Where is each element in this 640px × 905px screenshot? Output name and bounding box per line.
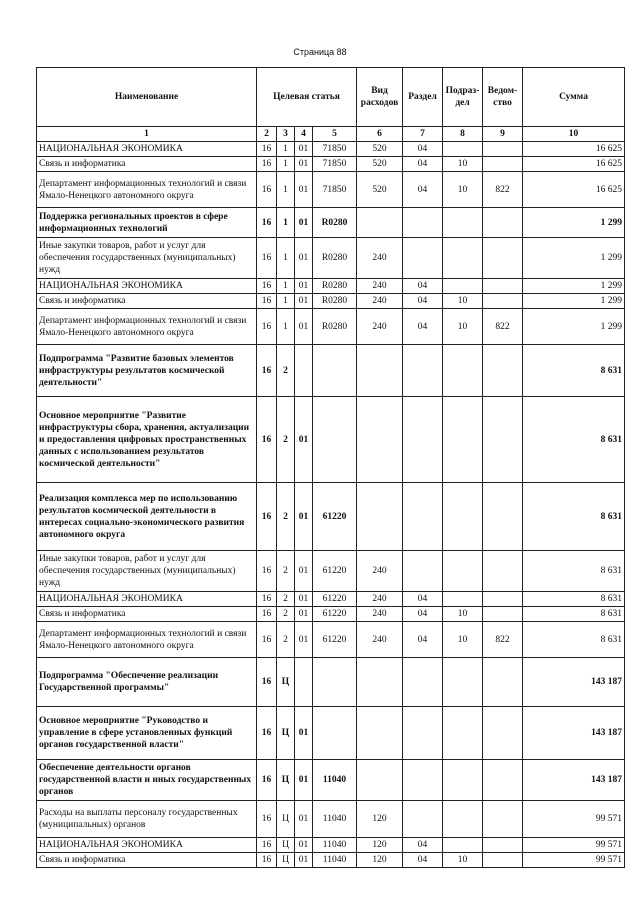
table-row [37, 838, 625, 853]
target-code-event: 01 [295, 309, 313, 345]
target-code-subprogram: 2 [277, 622, 295, 658]
column-number: 9 [483, 127, 523, 142]
table-row [37, 607, 625, 622]
target-code-subprogram: 1 [277, 279, 295, 294]
target-code-event: 01 [295, 592, 313, 607]
target-code-event: 01 [295, 238, 313, 279]
sum-cell: 1 299 [523, 208, 625, 238]
table-row [37, 592, 625, 607]
sum-cell: 8 631 [523, 397, 625, 483]
target-code-direction: R0280 [313, 309, 357, 345]
target-code-event: 01 [295, 801, 313, 838]
target-code-subprogram: Ц [277, 707, 295, 760]
header-subsection: Подраз-дел [443, 68, 483, 127]
target-code-direction: R0280 [313, 238, 357, 279]
row-name: НАЦИОНАЛЬНАЯ ЭКОНОМИКА [37, 142, 257, 157]
row-name: Подпрограмма "Развитие базовых элементов инфраструктуры результатов космической деятельности" [37, 345, 257, 397]
target-code-program: 16 [257, 238, 277, 279]
row-name: НАЦИОНАЛЬНАЯ ЭКОНОМИКА [37, 279, 257, 294]
target-code-direction: 71850 [313, 172, 357, 208]
target-code-subprogram: 2 [277, 607, 295, 622]
sum-cell: 16 625 [523, 157, 625, 172]
subsection-cell [443, 551, 483, 592]
table-row [37, 309, 625, 345]
department-cell: 822 [483, 309, 523, 345]
section-cell: 04 [403, 592, 443, 607]
row-name: Иные закупки товаров, работ и услуг для обеспечения государственных (муниципальных) нужд [37, 551, 257, 592]
sum-cell: 99 571 [523, 853, 625, 868]
section-cell: 04 [403, 309, 443, 345]
target-code-subprogram: 2 [277, 483, 295, 551]
target-code-program: 16 [257, 142, 277, 157]
target-code-event [295, 658, 313, 707]
target-code-direction: 61220 [313, 607, 357, 622]
row-name: Основное мероприятие "Руководство и управление в сфере установленных функций органов государственной власти" [37, 707, 257, 760]
table-body [37, 142, 625, 868]
row-name: Подпрограмма "Обеспечение реализации Государственной программы" [37, 658, 257, 707]
target-code-subprogram: 1 [277, 157, 295, 172]
row-name: Департамент информационных технологий и связи Ямало-Ненецкого автономного округа [37, 172, 257, 208]
target-code-subprogram: Ц [277, 853, 295, 868]
sum-cell: 8 631 [523, 551, 625, 592]
target-code-program: 16 [257, 397, 277, 483]
target-code-subprogram: 1 [277, 172, 295, 208]
expense-type-cell: 120 [357, 853, 403, 868]
expense-type-cell [357, 760, 403, 801]
expense-type-cell [357, 208, 403, 238]
subsection-cell: 10 [443, 853, 483, 868]
department-cell [483, 707, 523, 760]
target-code-direction: 11040 [313, 801, 357, 838]
section-cell: 04 [403, 142, 443, 157]
target-code-event: 01 [295, 157, 313, 172]
target-code-direction: 11040 [313, 760, 357, 801]
table-row [37, 142, 625, 157]
expense-type-cell: 240 [357, 294, 403, 309]
target-code-event: 01 [295, 397, 313, 483]
section-cell [403, 345, 443, 397]
target-code-event: 01 [295, 483, 313, 551]
table-row [37, 801, 625, 838]
sum-cell: 99 571 [523, 801, 625, 838]
table-row [37, 157, 625, 172]
expense-type-cell: 240 [357, 238, 403, 279]
target-code-program: 16 [257, 294, 277, 309]
target-code-subprogram: Ц [277, 801, 295, 838]
target-code-program: 16 [257, 853, 277, 868]
target-code-program: 16 [257, 279, 277, 294]
expense-type-cell: 240 [357, 622, 403, 658]
department-cell [483, 760, 523, 801]
department-cell [483, 607, 523, 622]
expense-type-cell: 240 [357, 592, 403, 607]
section-cell: 04 [403, 279, 443, 294]
target-code-event: 01 [295, 622, 313, 658]
department-cell [483, 483, 523, 551]
table-header-row [37, 68, 625, 127]
target-code-direction [313, 345, 357, 397]
section-cell [403, 551, 443, 592]
row-name: Департамент информационных технологий и связи Ямало-Ненецкого автономного округа [37, 309, 257, 345]
table-row [37, 238, 625, 279]
subsection-cell [443, 238, 483, 279]
target-code-program: 16 [257, 801, 277, 838]
table-row [37, 551, 625, 592]
section-cell [403, 801, 443, 838]
row-name: Обеспечение деятельности органов государственной власти и иных государственных органов [37, 760, 257, 801]
row-name: НАЦИОНАЛЬНАЯ ЭКОНОМИКА [37, 838, 257, 853]
subsection-cell [443, 397, 483, 483]
department-cell [483, 658, 523, 707]
subsection-cell [443, 208, 483, 238]
target-code-program: 16 [257, 172, 277, 208]
table-row [37, 853, 625, 868]
column-number: 2 [257, 127, 277, 142]
table-row [37, 622, 625, 658]
row-name: Расходы на выплаты персоналу государственных (муниципальных) органов [37, 801, 257, 838]
sum-cell: 143 187 [523, 658, 625, 707]
subsection-cell: 10 [443, 309, 483, 345]
column-number: 7 [403, 127, 443, 142]
target-code-program: 16 [257, 345, 277, 397]
target-code-event: 01 [295, 208, 313, 238]
target-code-direction: 61220 [313, 592, 357, 607]
department-cell [483, 853, 523, 868]
target-code-program: 16 [257, 309, 277, 345]
column-number: 8 [443, 127, 483, 142]
department-cell [483, 208, 523, 238]
subsection-cell [443, 142, 483, 157]
section-cell: 04 [403, 853, 443, 868]
target-code-direction [313, 658, 357, 707]
target-code-direction: 61220 [313, 483, 357, 551]
header-name: Наименование [37, 68, 257, 127]
expense-type-cell [357, 397, 403, 483]
budget-table [36, 67, 625, 868]
subsection-cell: 10 [443, 172, 483, 208]
target-code-program: 16 [257, 157, 277, 172]
target-code-subprogram: 2 [277, 551, 295, 592]
row-name: Связь и информатика [37, 607, 257, 622]
target-code-direction [313, 707, 357, 760]
target-code-event: 01 [295, 853, 313, 868]
sum-cell: 1 299 [523, 294, 625, 309]
target-code-event: 01 [295, 294, 313, 309]
target-code-event: 01 [295, 607, 313, 622]
target-code-event: 01 [295, 760, 313, 801]
expense-type-cell: 240 [357, 607, 403, 622]
header-section: Раздел [403, 68, 443, 127]
sum-cell: 8 631 [523, 622, 625, 658]
target-code-program: 16 [257, 592, 277, 607]
subsection-cell [443, 592, 483, 607]
table-row [37, 658, 625, 707]
section-cell: 04 [403, 622, 443, 658]
expense-type-cell: 240 [357, 309, 403, 345]
target-code-program: 16 [257, 707, 277, 760]
sum-cell: 143 187 [523, 707, 625, 760]
sum-cell: 8 631 [523, 345, 625, 397]
column-number: 4 [295, 127, 313, 142]
target-code-event: 01 [295, 172, 313, 208]
department-cell: 822 [483, 622, 523, 658]
table-row [37, 279, 625, 294]
subsection-cell [443, 483, 483, 551]
expense-type-cell: 240 [357, 551, 403, 592]
target-code-subprogram: 1 [277, 142, 295, 157]
section-cell: 04 [403, 294, 443, 309]
header-target: Целевая статья [257, 68, 357, 127]
column-number: 5 [313, 127, 357, 142]
target-code-program: 16 [257, 658, 277, 707]
subsection-cell [443, 760, 483, 801]
target-code-program: 16 [257, 607, 277, 622]
section-cell [403, 397, 443, 483]
expense-type-cell [357, 707, 403, 760]
department-cell: 822 [483, 172, 523, 208]
department-cell [483, 801, 523, 838]
target-code-direction: 61220 [313, 551, 357, 592]
target-code-program: 16 [257, 622, 277, 658]
section-cell [403, 707, 443, 760]
table-row [37, 208, 625, 238]
subsection-cell: 10 [443, 607, 483, 622]
expense-type-cell: 240 [357, 279, 403, 294]
row-name: Департамент информационных технологий и связи Ямало-Ненецкого автономного округа [37, 622, 257, 658]
header-department: Ведом-ство [483, 68, 523, 127]
department-cell [483, 142, 523, 157]
target-code-program: 16 [257, 208, 277, 238]
department-cell [483, 592, 523, 607]
row-name: НАЦИОНАЛЬНАЯ ЭКОНОМИКА [37, 592, 257, 607]
target-code-subprogram: 2 [277, 592, 295, 607]
department-cell [483, 345, 523, 397]
page-number-label: Страница 88 [293, 47, 347, 57]
target-code-direction: R0280 [313, 279, 357, 294]
row-name: Реализация комплекса мер по использованию результатов космической деятельности в интересах социально-экономического развития автономного округа [37, 483, 257, 551]
table-row [37, 397, 625, 483]
sum-cell: 8 631 [523, 607, 625, 622]
target-code-event: 01 [295, 279, 313, 294]
target-code-program: 16 [257, 551, 277, 592]
expense-type-cell: 120 [357, 838, 403, 853]
expense-type-cell [357, 658, 403, 707]
expense-type-cell: 120 [357, 801, 403, 838]
expense-type-cell: 520 [357, 157, 403, 172]
department-cell [483, 294, 523, 309]
column-number: 1 [37, 127, 257, 142]
target-code-direction [313, 397, 357, 483]
expense-type-cell: 520 [357, 142, 403, 157]
department-cell [483, 397, 523, 483]
row-name: Связь и информатика [37, 157, 257, 172]
table-row [37, 294, 625, 309]
target-code-event: 01 [295, 838, 313, 853]
target-code-subprogram: 2 [277, 345, 295, 397]
sum-cell: 143 187 [523, 760, 625, 801]
subsection-cell [443, 801, 483, 838]
subsection-cell [443, 838, 483, 853]
section-cell: 04 [403, 172, 443, 208]
target-code-program: 16 [257, 483, 277, 551]
target-code-subprogram: 1 [277, 238, 295, 279]
target-code-direction: R0280 [313, 208, 357, 238]
sum-cell: 1 299 [523, 309, 625, 345]
subsection-cell: 10 [443, 157, 483, 172]
column-number: 3 [277, 127, 295, 142]
section-cell [403, 760, 443, 801]
table-row [37, 707, 625, 760]
department-cell [483, 279, 523, 294]
sum-cell: 16 625 [523, 142, 625, 157]
department-cell [483, 157, 523, 172]
table-row [37, 172, 625, 208]
table-row [37, 345, 625, 397]
section-cell [403, 658, 443, 707]
target-code-subprogram: 1 [277, 208, 295, 238]
column-number: 6 [357, 127, 403, 142]
target-code-subprogram: 1 [277, 294, 295, 309]
table-row [37, 483, 625, 551]
header-sum: Сумма [523, 68, 625, 127]
sum-cell: 1 299 [523, 238, 625, 279]
sum-cell: 16 625 [523, 172, 625, 208]
subsection-cell [443, 658, 483, 707]
column-number: 10 [523, 127, 625, 142]
target-code-direction: 11040 [313, 838, 357, 853]
sum-cell: 8 631 [523, 483, 625, 551]
target-code-program: 16 [257, 838, 277, 853]
subsection-cell [443, 345, 483, 397]
subsection-cell [443, 279, 483, 294]
target-code-direction: 61220 [313, 622, 357, 658]
subsection-cell: 10 [443, 622, 483, 658]
target-code-event [295, 345, 313, 397]
department-cell [483, 838, 523, 853]
target-code-direction: 71850 [313, 142, 357, 157]
section-cell [403, 238, 443, 279]
column-number-row [37, 127, 625, 142]
department-cell [483, 551, 523, 592]
row-name: Иные закупки товаров, работ и услуг для обеспечения государственных (муниципальных) нужд [37, 238, 257, 279]
sum-cell: 99 571 [523, 838, 625, 853]
row-name: Связь и информатика [37, 853, 257, 868]
table-row [37, 760, 625, 801]
target-code-event: 01 [295, 707, 313, 760]
target-code-subprogram: Ц [277, 760, 295, 801]
row-name: Связь и информатика [37, 294, 257, 309]
expense-type-cell: 520 [357, 172, 403, 208]
section-cell: 04 [403, 157, 443, 172]
target-code-direction: R0280 [313, 294, 357, 309]
section-cell [403, 208, 443, 238]
target-code-subprogram: Ц [277, 838, 295, 853]
section-cell [403, 483, 443, 551]
row-name: Основное мероприятие "Развитие инфраструктуры сбора, хранения, актуализации и предоставления цифровых пространственных данных с использованием результатов космической деятельности" [37, 397, 257, 483]
department-cell [483, 238, 523, 279]
target-code-event: 01 [295, 142, 313, 157]
target-code-event: 01 [295, 551, 313, 592]
target-code-direction: 71850 [313, 157, 357, 172]
target-code-subprogram: Ц [277, 658, 295, 707]
header-expense-type: Вид расходов [357, 68, 403, 127]
row-name: Поддержка региональных проектов в сфере информационных технологий [37, 208, 257, 238]
subsection-cell: 10 [443, 294, 483, 309]
section-cell: 04 [403, 838, 443, 853]
subsection-cell [443, 707, 483, 760]
target-code-subprogram: 1 [277, 309, 295, 345]
sum-cell: 1 299 [523, 279, 625, 294]
expense-type-cell [357, 345, 403, 397]
target-code-subprogram: 2 [277, 397, 295, 483]
target-code-direction: 11040 [313, 853, 357, 868]
sum-cell: 8 631 [523, 592, 625, 607]
section-cell: 04 [403, 607, 443, 622]
target-code-program: 16 [257, 760, 277, 801]
expense-type-cell [357, 483, 403, 551]
